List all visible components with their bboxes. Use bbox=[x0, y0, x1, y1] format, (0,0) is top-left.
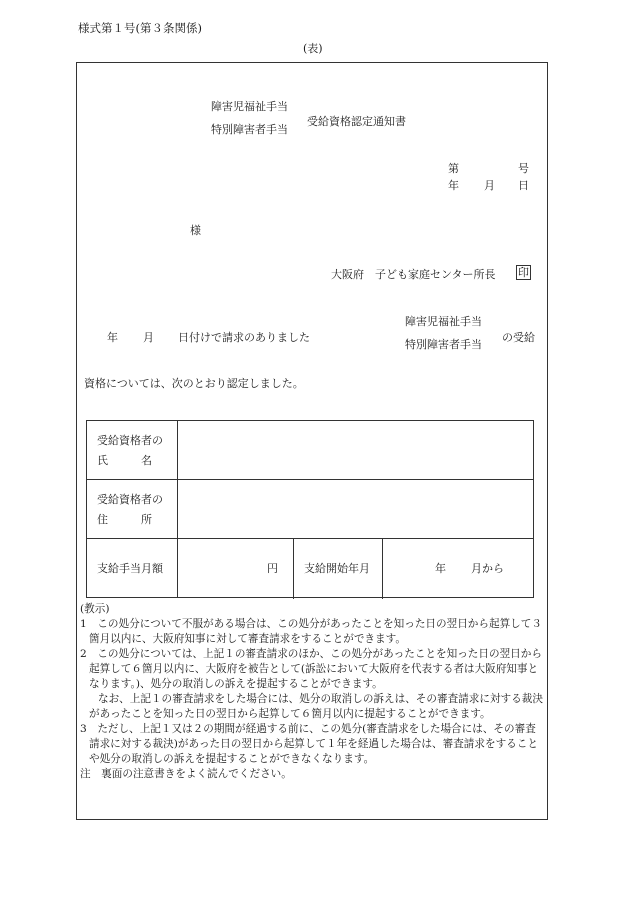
number-prefix: 第 bbox=[448, 162, 459, 175]
issuer-name: 大阪府 子ども家庭センター所長 bbox=[331, 268, 496, 281]
seal-mark bbox=[516, 265, 531, 280]
form-number-label: 様式第１号(第３条関係) bbox=[78, 21, 202, 35]
start-year: 年 bbox=[435, 562, 446, 575]
address-label-line-2: 住 所 bbox=[97, 513, 152, 526]
table-row-divider bbox=[87, 479, 533, 480]
body-month: 月 bbox=[143, 331, 154, 344]
body-allowance-2: 特別障害者手当 bbox=[405, 338, 482, 351]
body-line-2: 資格については、次のとおり認定しました。 bbox=[84, 377, 304, 390]
front-side-label: (表) bbox=[303, 42, 323, 55]
body-tail: の受給 bbox=[502, 331, 535, 344]
amount-label: 支給手当月額 bbox=[97, 562, 163, 575]
certification-table bbox=[86, 420, 534, 598]
start-month: 月から bbox=[471, 562, 504, 575]
date-day: 日 bbox=[518, 179, 529, 192]
name-label-line-1: 受給資格者の bbox=[97, 434, 163, 447]
name-label-line-2: 氏 名 bbox=[97, 454, 152, 467]
table-col-divider bbox=[177, 421, 178, 597]
table-row-divider bbox=[87, 538, 533, 539]
note-item-1: 1 この処分について不服がある場合は、この処分があったことを知った日の翌日から起算して３箇月以内に、大阪府知事に対して審査請求をすることができます。 bbox=[80, 618, 542, 645]
start-label: 支給開始年月 bbox=[304, 562, 370, 575]
date-month: 月 bbox=[484, 179, 495, 192]
note-item-2: 2 この処分については、上記１の審査請求のほか、この処分があったことを知った日の翌日から起算して６箇月以内に、大阪府を被告として(訴訟において大阪府を代表する者は大阪府知事となります。)、処分の取消しの訴えを提起することができます。 bbox=[80, 648, 542, 690]
note-item-3: 3 ただし、上記１又は２の期間が経過する前に、この処分(審査請求をした場合には、その審査請求に対する裁決)があった日の翌日から起算して１年を経過した場合は、審査請求をすることや処分の取消しの訴えを提起することができなくなります。 bbox=[80, 723, 538, 765]
addressee-honorific: 様 bbox=[190, 224, 201, 237]
address-label-line-1: 受給資格者の bbox=[97, 493, 163, 506]
notes-heading: (教示) bbox=[80, 603, 110, 615]
title-allowance-1: 障害児福祉手当 bbox=[211, 100, 288, 113]
yen-unit: 円 bbox=[267, 562, 278, 575]
table-col-divider bbox=[293, 538, 294, 599]
number-suffix: 号 bbox=[518, 162, 529, 175]
body-allowance-1: 障害児福祉手当 bbox=[405, 315, 482, 328]
body-request-text: 日付けで請求のありました bbox=[178, 331, 310, 344]
date-year: 年 bbox=[448, 179, 459, 192]
note-item-2-supplement: なお、上記１の審査請求をした場合には、処分の取消しの訴えは、その審査請求に対する裁決があったことを知った日の翌日から起算して６箇月以内に提起することができます。 bbox=[89, 693, 543, 720]
caution-note: 注 裏面の注意書きをよく読んでください。 bbox=[80, 768, 292, 780]
title-allowance-2: 特別障害者手当 bbox=[211, 123, 288, 136]
seal-text: 印 bbox=[518, 266, 529, 279]
table-col-divider bbox=[382, 538, 383, 599]
body-year: 年 bbox=[107, 331, 118, 344]
notes-section bbox=[80, 602, 544, 782]
document-title: 受給資格認定通知書 bbox=[307, 115, 406, 128]
